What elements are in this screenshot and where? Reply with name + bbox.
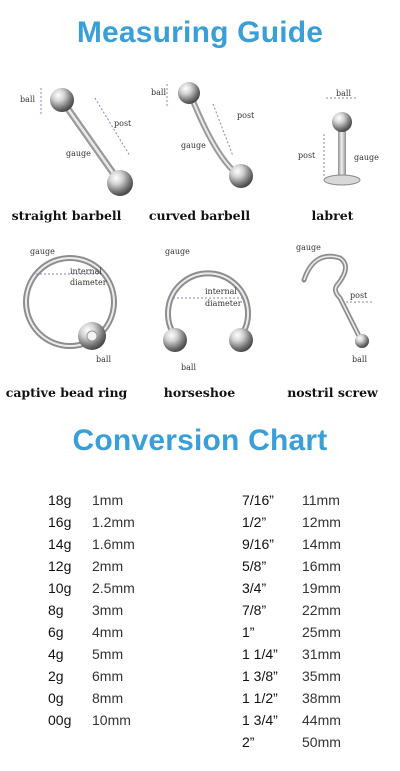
gauge-value: 00g (48, 712, 72, 728)
gauge-value: 16g (48, 514, 72, 530)
captive-bead-ring-diagram (0, 240, 133, 420)
mm-value: 11mm (302, 492, 340, 508)
mm-value: 16mm (302, 558, 341, 574)
inch-value: 9/16” (242, 536, 274, 552)
mm-value: 10mm (92, 712, 131, 728)
straight-barbell-diagram (0, 76, 133, 256)
ball-annotation: ball (96, 355, 112, 364)
inch-value: 1” (242, 624, 255, 640)
inch-value: 7/16” (242, 492, 274, 508)
inch-value: 1 3/8” (242, 668, 278, 684)
gauge-annotation: gauge (66, 149, 91, 158)
mm-value: 50mm (302, 734, 341, 750)
gauge-value: 6g (48, 624, 64, 640)
ball-annotation: ball (352, 355, 368, 364)
gauge-value: 12g (48, 558, 72, 574)
mm-value: 5mm (92, 646, 124, 662)
mm-value: 22mm (302, 602, 341, 618)
gauge-annotation: gauge (296, 243, 321, 252)
mm-value: 1mm (92, 492, 124, 508)
inch-conversion-list (242, 492, 372, 762)
horseshoe-diagram (133, 240, 266, 420)
mm-value: 19mm (302, 580, 341, 596)
inch-value: 1 1/2” (242, 690, 278, 706)
horseshoe-label: horseshoe (163, 385, 236, 400)
gauge-value: 18g (48, 492, 72, 508)
mm-value: 25mm (302, 624, 341, 640)
labret-label: labret (311, 208, 354, 223)
gauge-value: 4g (48, 646, 64, 662)
ball-annotation: ball (181, 363, 197, 372)
gauge-conversion-list (48, 492, 188, 752)
diameter-annotation: diameter (205, 299, 242, 308)
inch-value: 1/2” (242, 514, 267, 530)
mm-value: 12mm (302, 514, 341, 530)
inch-value: 7/8” (242, 602, 267, 618)
gauge-value: 2g (48, 668, 64, 684)
nostril-screw-diagram (266, 240, 399, 420)
conversion-chart-title: Conversion Chart (72, 424, 328, 457)
curved-barbell-label: curved barbell (148, 208, 251, 223)
captive-bead-ring-label: captive bead ring (5, 385, 128, 400)
inch-value: 2” (242, 734, 255, 750)
gauge-annotation: gauge (181, 141, 206, 150)
mm-value: 14mm (302, 536, 341, 552)
ball-annotation: ball (20, 95, 36, 104)
internal-annotation: internal (205, 287, 237, 296)
curved-barbell-diagram (133, 76, 266, 256)
inch-value: 1 3/4” (242, 712, 278, 728)
gauge-value: 8g (48, 602, 64, 618)
mm-value: 6mm (92, 668, 124, 684)
gauge-value: 0g (48, 690, 64, 706)
nostril-screw-label: nostril screw (287, 385, 378, 400)
mm-value: 2mm (92, 558, 124, 574)
inch-value: 5/8” (242, 558, 267, 574)
mm-value: 1.6mm (92, 536, 135, 552)
mm-value: 3mm (92, 602, 124, 618)
measuring-guide-title: Measuring Guide (76, 16, 324, 49)
mm-value: 4mm (92, 624, 124, 640)
internal-annotation: internal (70, 267, 102, 276)
inch-value: 1 1/4” (242, 646, 278, 662)
mm-value: 31mm (302, 646, 341, 662)
mm-value: 44mm (302, 712, 341, 728)
mm-value: 8mm (92, 690, 124, 706)
post-annotation: post (298, 151, 316, 160)
mm-value: 35mm (302, 668, 341, 684)
post-annotation: post (350, 291, 368, 300)
ball-annotation: ball (151, 88, 167, 97)
diameter-annotation: diameter (70, 278, 107, 287)
gauge-annotation: gauge (165, 247, 190, 256)
post-annotation: post (237, 111, 255, 120)
gauge-value: 14g (48, 536, 72, 552)
mm-value: 1.2mm (92, 514, 135, 530)
mm-value: 38mm (302, 690, 341, 706)
ball-annotation: ball (336, 89, 352, 98)
straight-barbell-label: straight barbell (11, 208, 122, 223)
labret-diagram (266, 76, 399, 256)
gauge-value: 10g (48, 580, 72, 596)
gauge-annotation: gauge (354, 153, 379, 162)
mm-value: 2.5mm (92, 580, 135, 596)
gauge-annotation: gauge (30, 247, 55, 256)
inch-value: 3/4” (242, 580, 267, 596)
post-annotation: post (114, 119, 132, 128)
